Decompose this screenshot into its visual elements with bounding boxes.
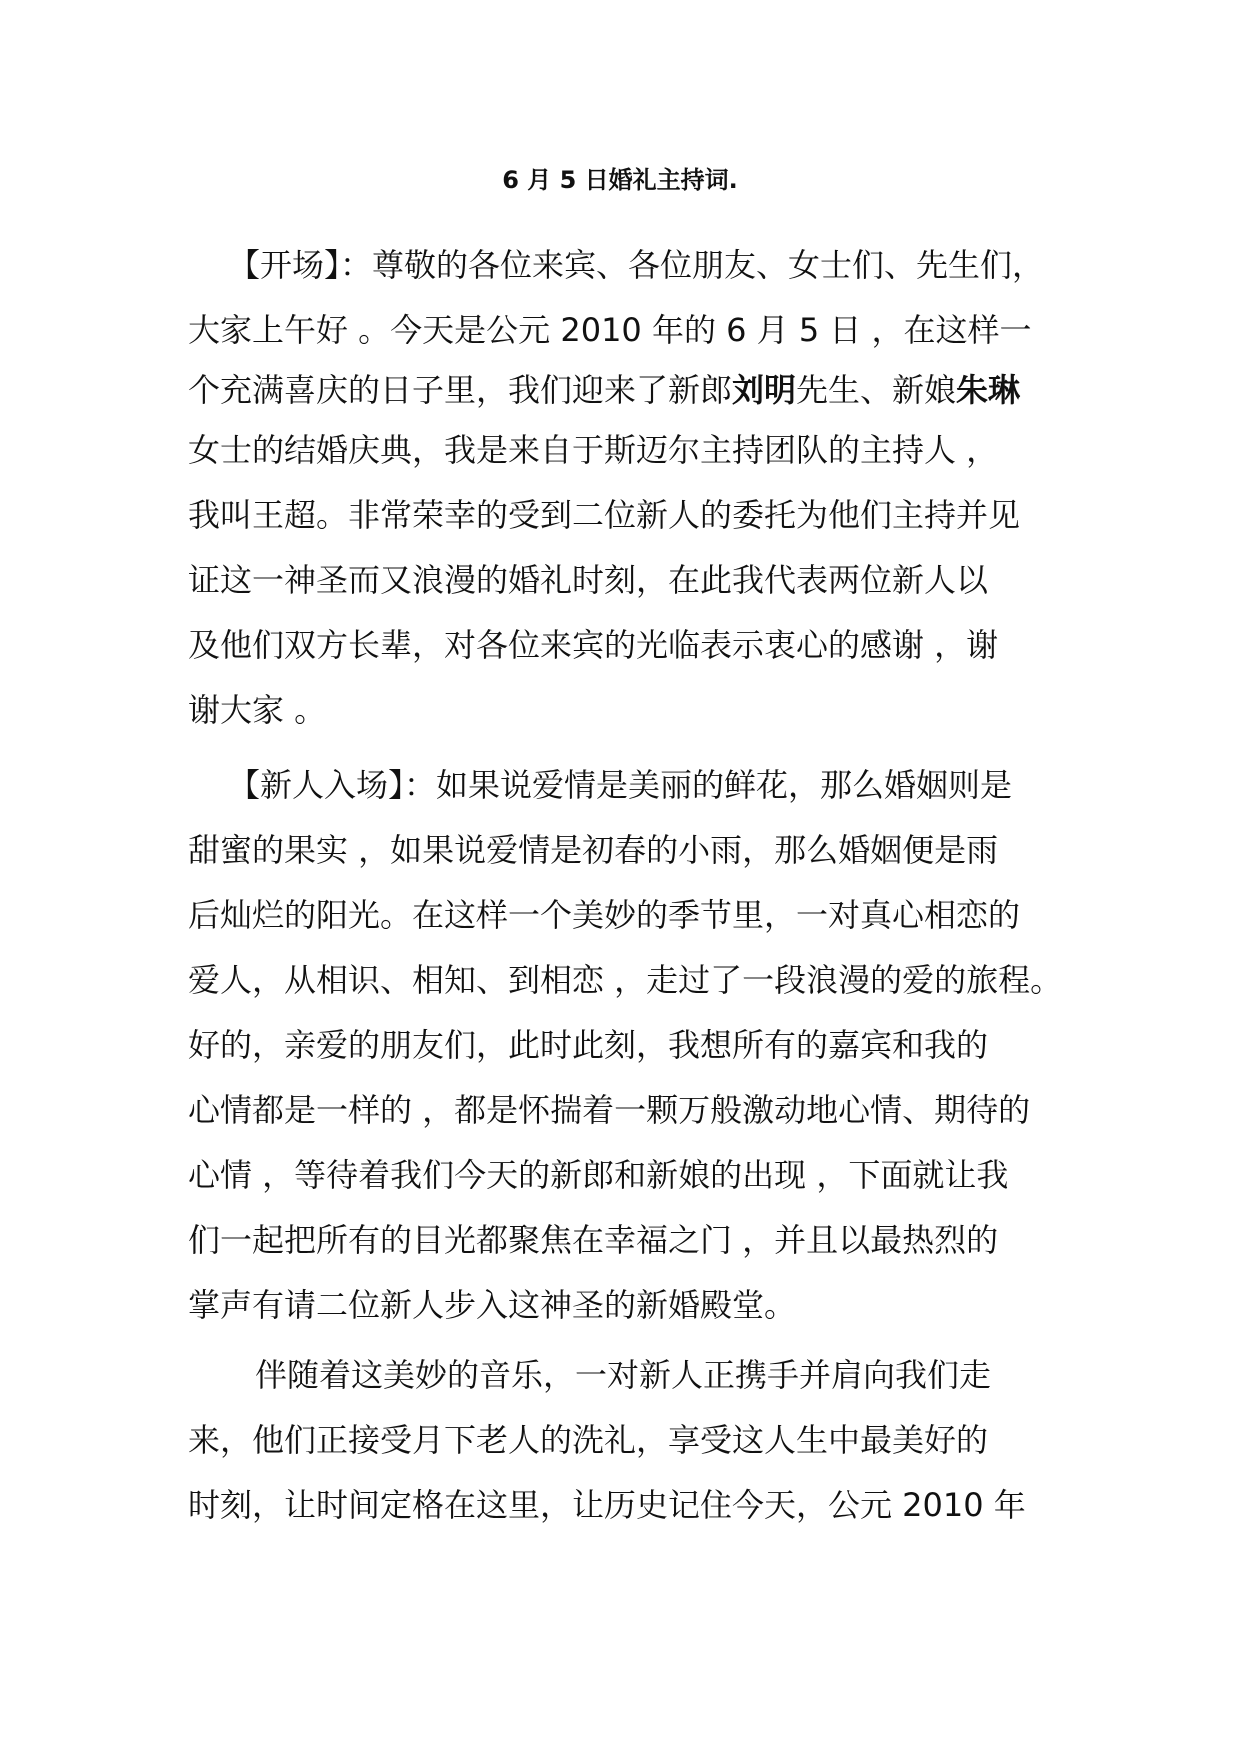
opening-line-8: 谢大家 。 — [188, 691, 327, 729]
opening-line-1 — [228, 240, 1044, 290]
walk-line-3: 时刻，让时间定格在这里，让历史记住今天，公元 2010 年 — [188, 1486, 1026, 1524]
entrance-line-7: 心情 ，等待着我们今天的新郎和新娘的出现 ，下面就让我 — [188, 1156, 1009, 1194]
entrance-line-2: 甜蜜的果实 ，如果说爱情是初春的小雨，那么婚姻便是雨 — [188, 831, 999, 869]
opening-line-4: 女士的结婚庆典，我是来自于斯迈尔主持团队的主持人 ， — [188, 431, 999, 469]
walk-line-1: 伴随着这美妙的音乐，一对新人正携手并肩向我们走 — [255, 1356, 992, 1394]
bride-name: 朱琳 — [956, 371, 1021, 409]
entrance-line-5: 好的，亲爱的朋友们，此时此刻，我想所有的嘉宾和我的 — [188, 1026, 989, 1064]
document-title: 6 月 5 日婚礼主持词. — [502, 166, 738, 194]
entrance-line-1 — [228, 760, 1012, 810]
opening-line-3 — [188, 365, 1020, 415]
entrance-line-text: ：如果说爱情是美丽的鲜花，那么婚姻则是 — [404, 766, 1013, 804]
entrance-heading: 【新人入场】 — [228, 766, 405, 804]
groom-name: 刘明 — [732, 371, 797, 409]
opening-line-6: 证这一神圣而又浪漫的婚礼时刻，在此我代表两位新人以 — [188, 561, 989, 599]
opening-line-text: ：尊敬的各位来宾、各位朋友、女士们、先生们， — [340, 246, 1045, 284]
opening-line-5: 我叫王超。非常荣幸的受到二位新人的委托为他们主持并见 — [188, 496, 1021, 534]
opening-line-text: 个充满喜庆的日子里，我们迎来了新郎 — [188, 371, 733, 409]
opening-line-text: 先生、新娘 — [796, 371, 957, 409]
entrance-line-6: 心情都是一样的 ，都是怀揣着一颗万般激动地心情、期待的 — [188, 1091, 1031, 1129]
opening-line-2: 大家上午好 。今天是公元 2010 年的 6 月 5 日 ，在这样一 — [188, 311, 1032, 349]
walk-line-2: 来，他们正接受月下老人的洗礼，享受这人生中最美好的 — [188, 1421, 989, 1459]
entrance-line-8: 们一起把所有的目光都聚焦在幸福之门 ，并且以最热烈的 — [188, 1221, 999, 1259]
entrance-line-3: 后灿烂的阳光。在这样一个美妙的季节里，一对真心相恋的 — [188, 896, 1021, 934]
entrance-line-4: 爱人，从相识、相知、到相恋 ，走过了一段浪漫的爱的旅程。 — [188, 961, 1063, 999]
opening-heading: 【开场】 — [228, 246, 341, 284]
opening-line-7: 及他们双方长辈，对各位来宾的光临表示衷心的感谢 ，谢 — [188, 626, 999, 664]
entrance-line-9: 掌声有请二位新人步入这神圣的新婚殿堂。 — [188, 1286, 797, 1324]
